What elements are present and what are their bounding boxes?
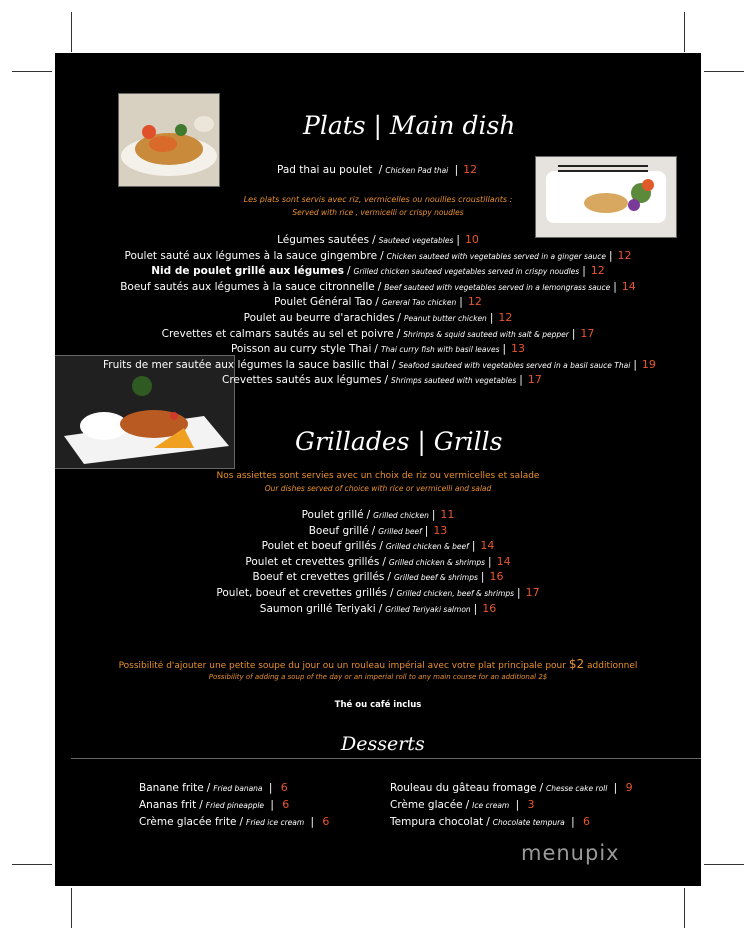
crop-mark xyxy=(12,71,52,72)
item-price: 16 xyxy=(482,602,497,615)
grill-item: Saumon grillé Teriyaki / Grilled Teriyaki salmon | 16 xyxy=(259,602,497,615)
item-price: 6 xyxy=(280,781,288,794)
item-name-fr: Saumon grillé Teriyaki xyxy=(259,603,376,615)
item-name-fr: Boeuf sautés aux légumes à la sauce citronnelle xyxy=(120,281,375,293)
item-name-fr: Boeuf grillé xyxy=(308,525,369,537)
item-name-fr: Poulet au beurre d'arachides xyxy=(243,312,395,324)
menu-item: Poisson au curry style Thai / Thai curry fish with basil leaves | 13 xyxy=(230,342,526,355)
item-name-fr: Banane frite xyxy=(139,782,204,794)
item-price: 14 xyxy=(621,280,636,293)
item-name-en: Grilled Teriyaki salmon xyxy=(385,605,471,614)
item-name-en: Chicken Pad thai xyxy=(385,166,449,175)
item-name-en: Seafood sauteed with vegetables served in a basil sauce Thai xyxy=(398,361,631,370)
item-name-fr: Crevettes et calmars sautés au sel et poivre xyxy=(161,328,394,340)
item-price: 10 xyxy=(464,233,479,246)
item-price: 12 xyxy=(498,311,513,324)
dessert-item: Crème glacée frite / Fried ice cream | 6 xyxy=(139,815,330,828)
grill-item: Boeuf grillé / Grilled beef | 13 xyxy=(308,524,448,537)
item-price: 12 xyxy=(467,295,482,308)
menu-item: Légumes sautées / Sauteed vegetables | 10 xyxy=(277,233,479,246)
item-name-fr: Poulet et boeuf grillés xyxy=(261,540,377,552)
dessert-item: Ananas frit / Fried pineapple | 6 xyxy=(139,798,290,811)
item-name-en: Grilled beef xyxy=(378,527,422,536)
item-name-en: Chesse cake roll xyxy=(546,784,608,793)
item-name-en: Shrimps sauteed with vegetables xyxy=(391,376,517,385)
grill-item: Poulet et crevettes grillés / Grilled chicken & shrimps | 14 xyxy=(245,555,511,568)
item-price: 17 xyxy=(580,327,595,340)
item-price: 13 xyxy=(433,524,448,537)
item-price: 6 xyxy=(322,815,330,828)
crop-mark xyxy=(684,12,685,52)
dessert-item: Crème glacée / Ice cream | 3 xyxy=(390,798,535,811)
item-name-en: Gereral Tao chicken xyxy=(381,298,457,307)
item-name-en: Shrimps & squid sauteed with salt & pepper xyxy=(403,330,569,339)
item-name-fr: Crème glacée frite xyxy=(139,816,237,828)
item-name-fr: Fruits de mer sautée aux légumes la sauce basilic thai xyxy=(103,359,390,371)
item-name-en: Fried pineapple xyxy=(205,801,265,810)
main-note-fr: Les plats sont servis avec riz, vermicelles ou nouilles croustillants : xyxy=(243,195,513,204)
item-name-en: Chocolate tempura xyxy=(492,818,565,827)
item-price: 3 xyxy=(527,798,535,811)
item-price: 17 xyxy=(527,373,542,386)
menupix-watermark: menupix xyxy=(521,841,620,865)
item-name-en: Fried ice cream xyxy=(246,818,305,827)
item-name-en: Grilled chicken & beef xyxy=(385,542,469,551)
item-price: 11 xyxy=(440,508,455,521)
item-name-fr: Poulet sauté aux légumes à la sauce gingembre xyxy=(124,250,378,262)
item-price: 14 xyxy=(480,539,495,552)
item-name-en: Grilled chicken xyxy=(373,511,429,520)
menu-page xyxy=(55,53,701,886)
grills-title: Grillades | Grills xyxy=(295,427,503,456)
pad-thai-photo xyxy=(118,93,220,187)
crop-mark xyxy=(71,888,72,928)
item-name-en: Grilled chicken, beef & shrimps xyxy=(396,589,515,598)
crop-mark xyxy=(704,864,744,865)
item-name-fr: Poulet Général Tao xyxy=(274,296,373,308)
item-name-fr: Rouleau du gâteau fromage xyxy=(390,782,537,794)
item-price: 12 xyxy=(590,264,605,277)
grills-note-en: Our dishes served of choice with rice or vermicelli and salad xyxy=(264,484,492,493)
item-name-fr: Poulet et crevettes grillés xyxy=(245,556,380,568)
menu-item: Poulet Général Tao / Gereral Tao chicken | 12 xyxy=(274,295,482,308)
item-name-en: Sauteed vegetables xyxy=(378,236,454,245)
item-name-en: Grilled beef & shrimps xyxy=(393,573,478,582)
item-name-en: Fried banana xyxy=(213,784,263,793)
item-name-fr: Légumes sautées xyxy=(277,234,370,246)
addon-text: Possibilité d'ajouter une petite soupe du jour ou un rouleau impérial avec votre plat principale pour xyxy=(118,661,566,671)
menu-item: Poulet sauté aux légumes à la sauce gingembre / Chicken sauteed with vegetables served in a ginger sauce | 12 xyxy=(124,249,632,262)
item-name-en: Grilled chicken sauteed vegetables served in crispy noudles xyxy=(353,267,580,276)
item-name-fr: Crème glacée xyxy=(390,799,463,811)
grill-item: Boeuf et crevettes grillés / Grilled beef & shrimps | 16 xyxy=(252,570,504,583)
item-price: 12 xyxy=(463,163,478,176)
dessert-item: Banane frite / Fried banana | 6 xyxy=(139,781,288,794)
grill-item: Poulet, boeuf et crevettes grillés / Grilled chicken, beef & shrimps | 17 xyxy=(216,586,540,599)
item-name-en: Thai curry fish with basil leaves xyxy=(380,345,500,354)
dessert-item: Rouleau du gâteau fromage / Chesse cake roll | 9 xyxy=(390,781,633,794)
menu-item: Nid de poulet grillé aux légumes / Grilled chicken sauteed vegetables served in crispy noudles | 12 xyxy=(151,264,605,277)
item-name-fr: Poisson au curry style Thai xyxy=(230,343,372,355)
desserts-divider xyxy=(71,758,701,759)
grill-item: Poulet et boeuf grillés / Grilled chicken & beef | 14 xyxy=(261,539,495,552)
item-price: 16 xyxy=(489,570,504,583)
grill-item: Poulet grillé / Grilled chicken | 11 xyxy=(301,508,455,521)
main-note-en: Served with rice , vermicelli or crispy noudles xyxy=(292,208,464,217)
included-note: Thé ou café inclus xyxy=(334,700,422,710)
item-price: 17 xyxy=(525,586,540,599)
item-price: 6 xyxy=(282,798,290,811)
item-price: 13 xyxy=(511,342,526,355)
item-price: 19 xyxy=(641,358,656,371)
main-dish-title: Plats | Main dish xyxy=(303,111,516,140)
item-name-en: Grilled chicken & shrimps xyxy=(388,558,486,567)
addon-text-end: additionnel xyxy=(587,661,638,671)
item-name-fr: Poulet, boeuf et crevettes grillés xyxy=(216,587,387,599)
item-name-en: Chicken sauteed with vegetables served in a ginger sauce xyxy=(386,252,606,261)
dessert-item: Tempura chocolat / Chocolate tempura | 6 xyxy=(390,815,590,828)
item-name-en: Ice cream xyxy=(472,801,510,810)
item-name-en: Peanut butter chicken xyxy=(403,314,487,323)
desserts-title: Desserts xyxy=(341,733,425,755)
item-name-fr: Tempura chocolat xyxy=(390,816,484,828)
item-price: 14 xyxy=(496,555,511,568)
menu-item: Fruits de mer sautée aux légumes la sauce basilic thai / Seafood sauteed with vegetables served in a basil sauce Thai | 19 xyxy=(103,358,656,371)
item-name-fr: Pad thai au poulet xyxy=(277,164,373,176)
item-name-fr: Ananas frit xyxy=(139,799,197,811)
menu-item: Poulet au beurre d'arachides / Peanut butter chicken | 12 xyxy=(243,311,513,324)
item-name-en: Beef sauteed with vegetables served in a lemongrass sauce xyxy=(384,283,611,292)
item-price: 9 xyxy=(625,781,633,794)
item-name-fr: Crevettes sautés aux légumes xyxy=(222,374,382,386)
item-price: 6 xyxy=(582,815,590,828)
menu-item: Crevettes sautés aux légumes / Shrimps sauteed with vegetables | 17 xyxy=(222,373,542,386)
crop-mark xyxy=(71,12,72,52)
crop-mark xyxy=(684,888,685,928)
item-name-fr: Poulet grillé xyxy=(301,509,364,521)
addon-price: $2 xyxy=(568,657,585,671)
item-name-fr: Boeuf et crevettes grillés xyxy=(252,571,385,583)
crop-mark xyxy=(704,71,744,72)
item-price: 12 xyxy=(617,249,632,262)
item-name-fr: Nid de poulet grillé aux légumes xyxy=(151,265,344,277)
crop-mark xyxy=(12,864,52,865)
menu-item: Boeuf sautés aux légumes à la sauce citronnelle / Beef sauteed with vegetables served in a lemongrass sauce | 14 xyxy=(120,280,636,293)
grills-note-fr: Nos assiettes sont servies avec un choix de riz ou vermicelles et salade xyxy=(216,471,540,481)
addon-note-en: Possibility of adding a soup of the day or an imperial roll to any main course for an additional 2$ xyxy=(208,673,548,681)
menu-item: Crevettes et calmars sautés au sel et poivre / Shrimps & squid sauteed with salt & pepper | 17 xyxy=(161,327,595,340)
menu-item-pad-thai: Pad thai au poulet / Chicken Pad thai | 12 xyxy=(277,163,478,176)
